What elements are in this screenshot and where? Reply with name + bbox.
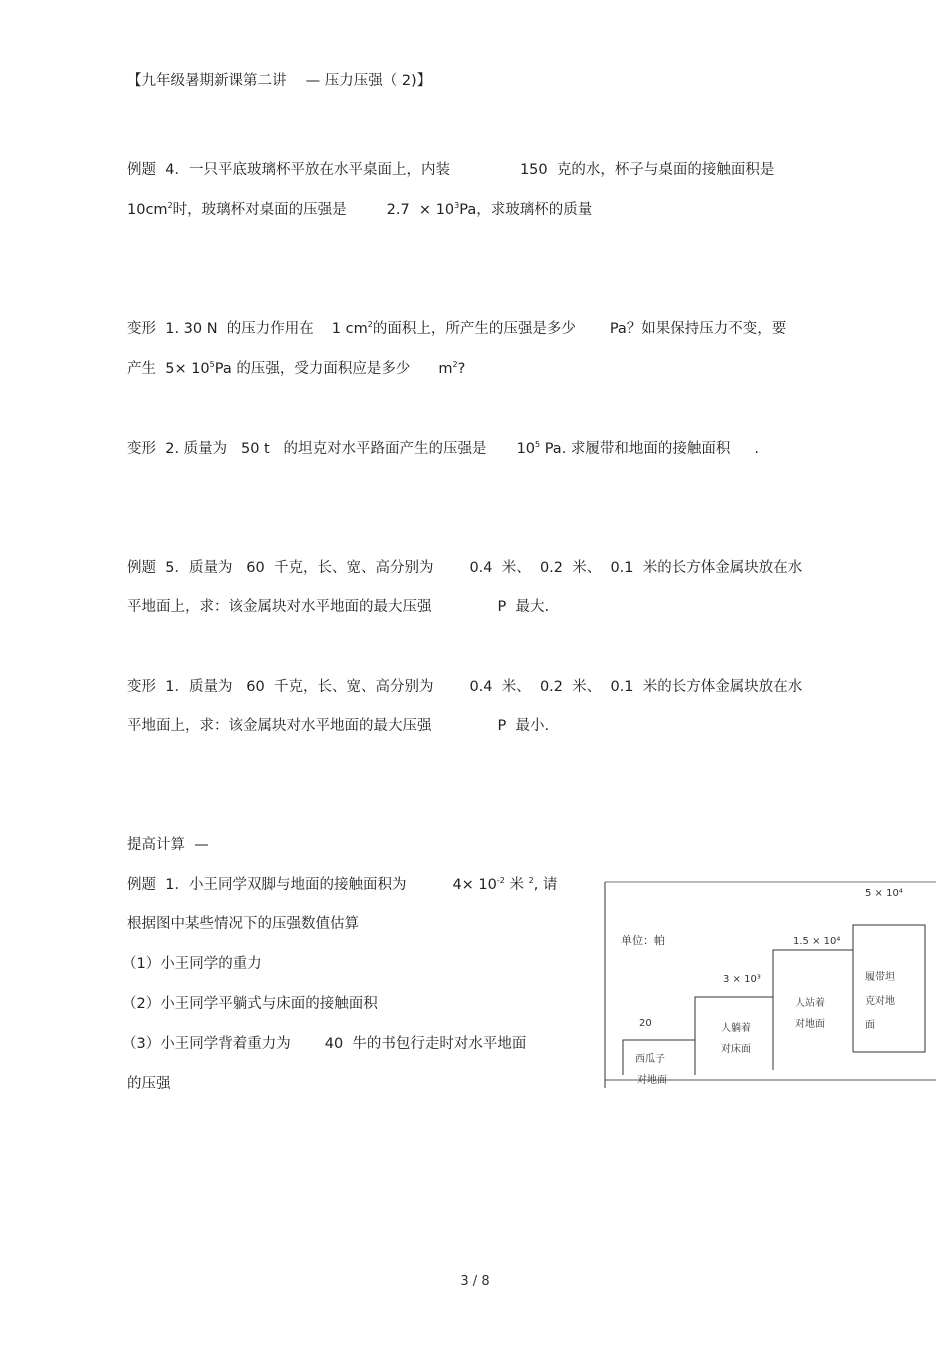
question-3-continued: 的压强 (127, 1076, 171, 1092)
question-1: （1）小王同学的重力 (122, 956, 262, 972)
svg-text:人站着: 人站着 (795, 998, 825, 1009)
example-4-line-1: 例题 4．一只平底玻璃杯平放在水平桌面上，内装 150 克的水，杯子与桌面的接触面积是 (127, 162, 775, 178)
unit-label: 单位：帕 (621, 934, 665, 947)
svg-text:西瓜子: 西瓜子 (635, 1054, 665, 1065)
svg-text:人躺着: 人躺着 (721, 1023, 751, 1034)
value-label-1-5e4: 1.5 × 10⁴ (793, 936, 841, 947)
advanced-heading: 提高计算 — (127, 837, 209, 853)
advanced-example-line-1: 例题 1．小王同学双脚与地面的接触面积为 $4\times 10^{-2}$ 米 $^2$, 请 (127, 876, 558, 893)
value-label-5e4: 5 × 10⁴ (865, 888, 903, 899)
svg-text:对地面: 对地面 (795, 1019, 825, 1030)
svg-text:克对地: 克对地 (865, 996, 895, 1007)
example-5-line-1: 例题 5．质量为 60 千克，长、宽、高分别为 0.4 米、 0.2 米、 0.1 米的长方体金属块放在水 (127, 560, 803, 576)
svg-text:对地面: 对地面 (637, 1075, 667, 1086)
advanced-example-line-2: 根据图中某些情况下的压强数值估算 (127, 916, 359, 932)
svg-text:履带坦: 履带坦 (865, 972, 895, 983)
svg-text:面: 面 (865, 1020, 875, 1031)
variation-1-line-1: 变形 1. 30 N 的压力作用在 1 $cm^2$的面积上，所产生的压强是多少 Pa？如果保持压力不变，要 (127, 320, 787, 337)
page-title: 【九年级暑期新课第二讲 — 压力压强（ 2)】 (127, 73, 432, 89)
example-4-line-2: $10cm^2$时，玻璃杯对桌面的压强是 $2.7 \times 10^3Pa$，求玻璃杯的质量 (127, 201, 593, 218)
svg-text:对床面: 对床面 (721, 1044, 751, 1055)
value-label-3e3: 3 × 10³ (723, 974, 761, 985)
page-number: 3 / 8 (460, 1274, 490, 1289)
example-5-line-2: 平地面上，求：该金属块对水平地面的最大压强 P 最大. (127, 599, 550, 615)
variation-1b-line-1: 变形 1．质量为 60 千克，长、宽、高分别为 0.4 米、 0.2 米、 0.1 米的长方体金属块放在水 (127, 679, 803, 695)
variation-1-line-2: 产生 $5\times 10^5Pa$ 的压强，受力面积应是多少 $m^2$? (127, 360, 466, 377)
variation-2-line-1: 变形 2. 质量为 50 t 的坦克对水平路面产生的压强是 $10^5$ Pa. 求履带和地面的接触面积 . (127, 440, 760, 457)
value-label-20: 20 (639, 1018, 652, 1029)
question-3: （3）小王同学背着重力为 40 牛的书包行走时对水平地面 (122, 1036, 527, 1052)
bar-tank (853, 925, 925, 1052)
variation-1b-line-2: 平地面上，求：该金属块对水平地面的最大压强 P 最小. (127, 718, 550, 734)
pressure-comparison-figure (603, 880, 938, 1090)
question-2: （2）小王同学平躺式与床面的接触面积 (122, 996, 378, 1012)
